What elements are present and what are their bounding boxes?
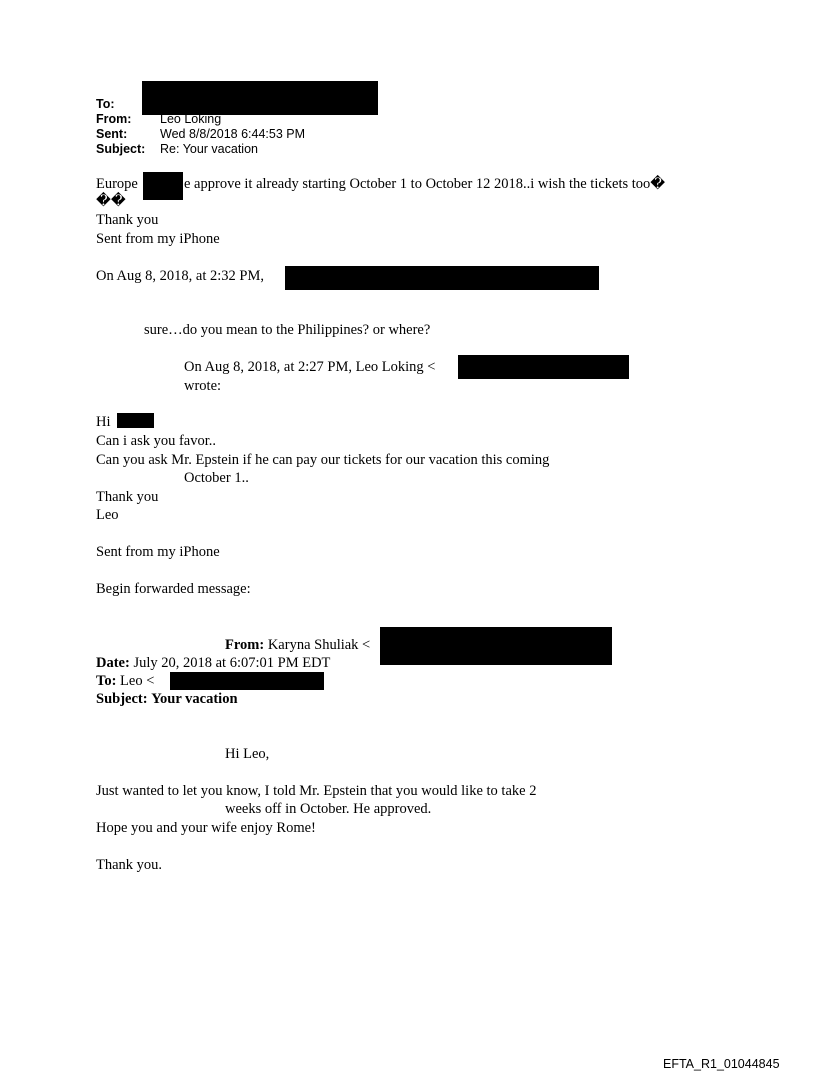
forward-to-label: To: bbox=[96, 673, 117, 689]
quote1-text: sure…do you mean to the Philippines? or where? bbox=[144, 322, 431, 338]
forward-para1: Just wanted to let you know, I told Mr. Epstein that you would like to take 2 bbox=[96, 783, 537, 799]
body-line2: �� bbox=[96, 193, 126, 209]
quote2-favor: Can i ask you favor.. bbox=[96, 433, 217, 449]
quote2-sent-from: Sent from my iPhone bbox=[96, 544, 220, 560]
quote2-sign: Leo bbox=[96, 507, 119, 523]
from-label: From: bbox=[96, 112, 132, 126]
sent-label: Sent: bbox=[96, 127, 128, 141]
redaction-quote1-sender bbox=[285, 266, 599, 290]
quote1-on-line: On Aug 8, 2018, at 2:32 PM, bbox=[96, 268, 264, 284]
quote2-ask-cont: October 1.. bbox=[184, 470, 249, 486]
forward-subject-value: Your vacation bbox=[151, 691, 238, 707]
to-row bbox=[96, 97, 160, 112]
body-line1-end: e approve it already starting October 1 to October 12 2018..i wish the tickets too� bbox=[184, 176, 666, 192]
body-line1-start: Europe bbox=[96, 176, 138, 192]
redaction-quote2-name bbox=[117, 413, 154, 428]
forward-to-row bbox=[96, 672, 154, 690]
quote2-wrote: wrote: bbox=[184, 378, 222, 394]
redaction-to bbox=[142, 81, 378, 115]
sent-value: Wed 8/8/2018 6:44:53 PM bbox=[160, 127, 306, 141]
redaction-forward-to bbox=[170, 672, 324, 690]
from-value: Leo Loking bbox=[160, 112, 222, 126]
forward-from-value: Karyna Shuliak < bbox=[267, 637, 371, 653]
forward-date-label: Date: bbox=[96, 655, 130, 671]
redaction-quote2-email bbox=[458, 355, 629, 379]
quote2-on-line: On Aug 8, 2018, at 2:27 PM, Leo Loking < bbox=[184, 359, 436, 375]
quote2-ask: Can you ask Mr. Epstein if he can pay our tickets for our vacation this coming bbox=[96, 452, 550, 468]
forward-subject-row bbox=[96, 690, 238, 708]
forward-subject-label: Subject: bbox=[96, 691, 148, 707]
forward-para2: Hope you and your wife enjoy Rome! bbox=[96, 820, 316, 836]
to-label: To: bbox=[96, 97, 115, 111]
subject-label: Subject: bbox=[96, 142, 146, 156]
forward-to-value: Leo < bbox=[120, 673, 155, 689]
sent-row bbox=[96, 127, 305, 142]
forward-greeting: Hi Leo, bbox=[225, 746, 270, 762]
forward-from-label: From: bbox=[225, 637, 265, 653]
body-thanks: Thank you bbox=[96, 212, 159, 228]
quote2-hi: Hi bbox=[96, 414, 111, 430]
quote2-thanks: Thank you bbox=[96, 489, 159, 505]
redaction-body-name bbox=[143, 172, 183, 200]
forward-from-row bbox=[225, 636, 370, 654]
quote2-forwarded: Begin forwarded message: bbox=[96, 581, 251, 597]
forward-date-value: July 20, 2018 at 6:07:01 PM EDT bbox=[133, 655, 331, 671]
from-row bbox=[96, 112, 221, 127]
document-id: EFTA_R1_01044845 bbox=[663, 1057, 780, 1071]
forward-para1-cont: weeks off in October. He approved. bbox=[225, 801, 432, 817]
redaction-forward-from bbox=[380, 627, 612, 665]
forward-date-row bbox=[96, 654, 330, 672]
forward-closing: Thank you. bbox=[96, 857, 163, 873]
subject-value: Re: Your vacation bbox=[160, 142, 258, 156]
body-sent-from: Sent from my iPhone bbox=[96, 231, 220, 247]
subject-row bbox=[96, 142, 258, 157]
